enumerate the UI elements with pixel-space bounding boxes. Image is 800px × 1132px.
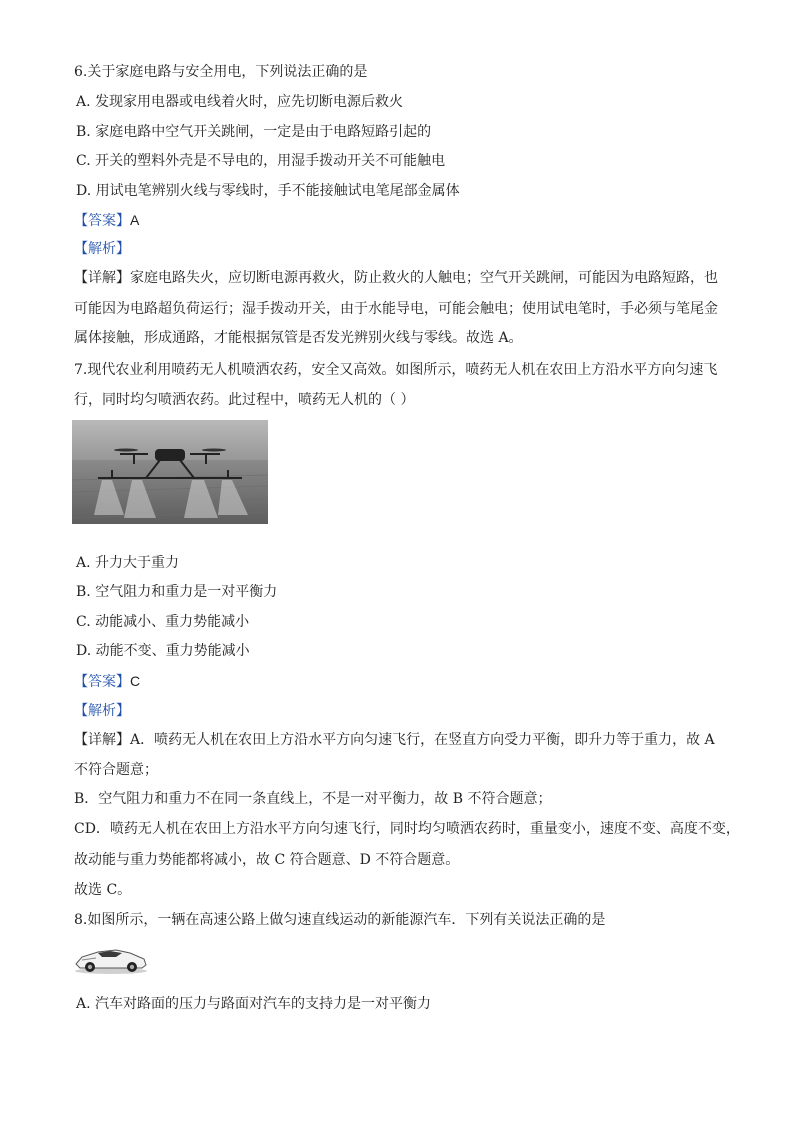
q7-stem-line-1: 7.现代农业利用喷药无人机喷洒农药，安全又高效。如图所示，喷药无人机在农田上方沿水平方向匀速飞: [74, 362, 718, 378]
q8-stem: 8.如图所示，一辆在高速公路上做匀速直线运动的新能源汽车．下列有关说法正确的是: [74, 912, 606, 928]
q6-option-b: B. 家庭电路中空气开关跳闸，一定是由于电路短路引起的: [76, 124, 432, 140]
q7-detail-line-4: CD．喷药无人机在农田上方沿水平方向匀速飞行，同时均匀喷洒农药时，重量变小，速度不变、高度不变，: [74, 821, 740, 837]
q7-option-a: A. 升力大于重力: [76, 555, 180, 571]
q7-answer: 【答案】C: [74, 673, 141, 690]
q7-option-d: D. 动能不变、重力势能减小: [76, 643, 250, 659]
q7-analysis-label: 【解析】: [74, 703, 130, 719]
q8-option-a: A. 汽车对路面的压力与路面对汽车的支持力是一对平衡力: [76, 996, 432, 1012]
drone-spraying-photo: [72, 420, 268, 524]
q6-option-a: A. 发现家用电器或电线着火时，应先切断电源后救火: [76, 94, 404, 110]
q7-stem-line-2: 行，同时均匀喷洒农药。此过程中，喷药无人机的（ ）: [74, 392, 415, 408]
q7-detail-line-3: B．空气阻力和重力不在同一条直线上，不是一对平衡力，故 B 不符合题意；: [74, 791, 552, 807]
sports-car-image: [72, 940, 150, 976]
q6-answer-value: A: [130, 212, 140, 228]
q6-detail-line-1: 【详解】家庭电路失火，应切断电源再救火，防止救火的人触电；空气开关跳闸，可能因为电路短路，也: [74, 270, 718, 286]
car-illustration: [72, 940, 150, 976]
q6-analysis-label: 【解析】: [74, 241, 130, 257]
q7-detail-line-2: 不符合题意；: [74, 762, 158, 778]
q7-detail-line-5: 故动能与重力势能都将减小，故 C 符合题意、D 不符合题意。: [74, 852, 460, 868]
q6-answer: 【答案】A: [74, 212, 140, 229]
q7-option-b: B. 空气阻力和重力是一对平衡力: [76, 584, 278, 600]
q6-option-c: C. 开关的塑料外壳是不导电的，用湿手拨动开关不可能触电: [76, 153, 446, 169]
q7-detail-line-6: 故选 C。: [74, 882, 132, 898]
q6-detail-line-2: 可能因为电路超负荷运行；湿手拨动开关，由于水能导电，可能会触电；使用试电笔时，手必须与笔尾金: [74, 301, 718, 317]
q6-detail-line-3: 属体接触，形成通路，才能根据氖管是否发光辨别火线与零线。故选 A。: [74, 330, 523, 346]
q6-option-d: D. 用试电笔辨别火线与零线时，手不能接触试电笔尾部金属体: [76, 183, 460, 199]
q7-detail-line-1: 【详解】A．喷药无人机在农田上方沿水平方向匀速飞行，在竖直方向受力平衡，即升力等于重力，故 A: [74, 732, 715, 748]
q7-option-c: C. 动能减小、重力势能减小: [76, 614, 250, 630]
q6-stem: 6.关于家庭电路与安全用电，下列说法正确的是: [74, 64, 368, 80]
drone-illustration: [72, 420, 268, 524]
q7-answer-value: C: [130, 673, 141, 689]
